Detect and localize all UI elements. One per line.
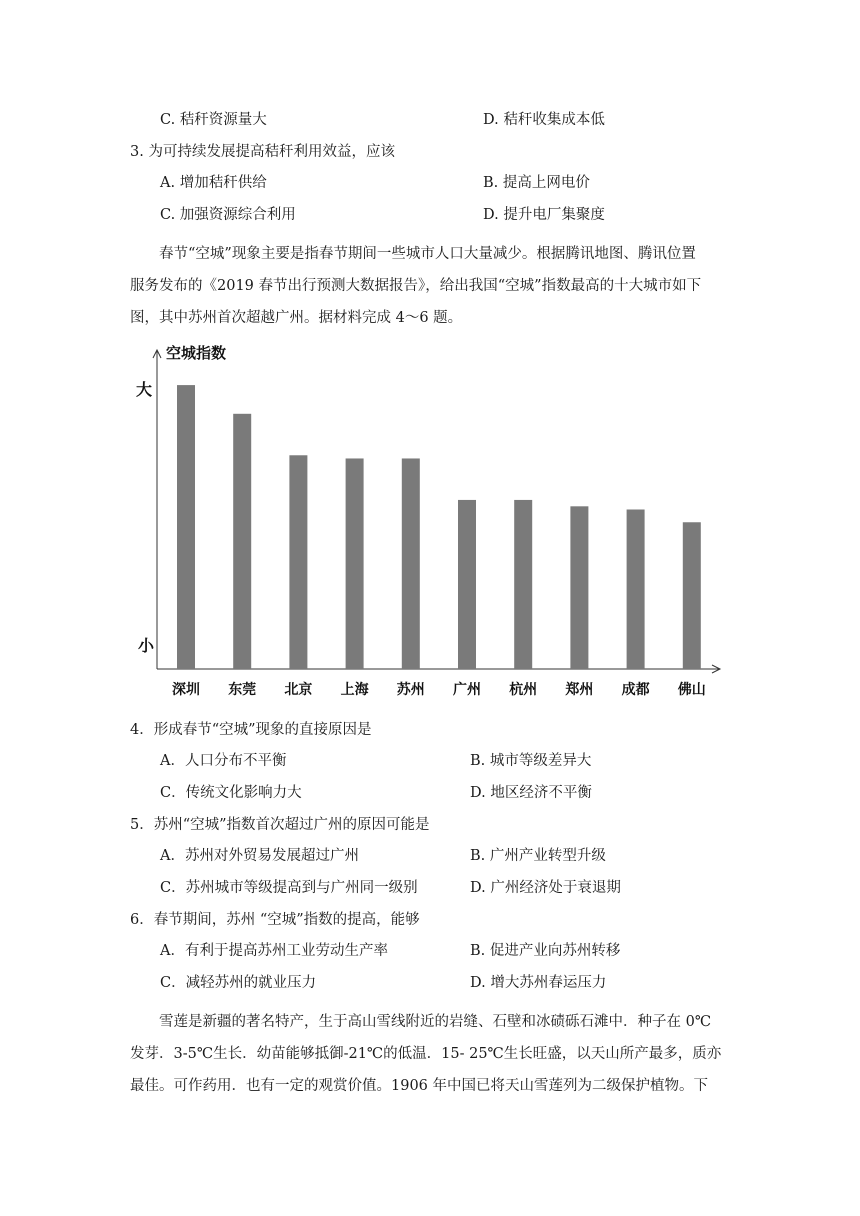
category-label-6: 广州	[453, 682, 481, 698]
q4-option-a: A．人口分布不平衡	[160, 753, 287, 769]
category-label-2: 东莞	[228, 682, 257, 698]
q3-option-a: A. 增加秸秆供给	[160, 175, 267, 191]
snow-lotus-line-3: 最佳。可作药用．也有一定的观赏价值。1906 年中国已将天山雪莲列为二级保护植物。下	[130, 1078, 709, 1094]
q5-option-c: C．苏州城市等级提高到与广州同一级别	[160, 880, 418, 896]
intro-line-1: 春节“空城”现象主要是指春节期间一些城市人口大量减少。根据腾讯地图、腾讯位置	[159, 246, 696, 262]
snow-lotus-line-1: 雪莲是新疆的著名特产，生于高山雪线附近的岩缝、石壁和冰碛砾石滩中．种子在 0℃	[159, 1014, 712, 1030]
q4-option-c: C．传统文化影响力大	[160, 785, 302, 801]
q3-option-c: C. 加强资源综合利用	[160, 207, 296, 223]
bar-3	[289, 455, 307, 669]
intro-line-2: 服务发布的《2019 春节出行预测大数据报告》，给出我国“空城”指数最高的十大城市如下	[130, 278, 702, 294]
category-label-4: 上海	[340, 682, 369, 698]
q4-stem: 4．形成春节“空城”现象的直接原因是	[130, 722, 372, 738]
category-label-3: 北京	[284, 682, 313, 698]
q6-option-d: D. 增大苏州春运压力	[470, 975, 607, 991]
category-label-10: 佛山	[677, 682, 706, 698]
q2-option-c: C. 秸秆资源量大	[160, 112, 267, 128]
intro-empty-city-paragraph	[130, 238, 730, 334]
category-label-1: 深圳	[172, 682, 200, 698]
bar-10	[683, 522, 701, 669]
category-label-7: 杭州	[509, 682, 538, 698]
q4-option-d: D. 地区经济不平衡	[470, 785, 592, 801]
q6-option-a: A．有利于提高苏州工业劳动生产率	[160, 943, 388, 959]
bar-9	[627, 510, 645, 670]
bar-2	[233, 414, 251, 669]
bar-8	[570, 506, 588, 669]
category-label-8: 郑州	[565, 682, 594, 698]
q2-option-d: D. 秸秆收集成本低	[483, 112, 605, 128]
intro-snow-lotus-paragraph	[130, 1006, 730, 1102]
q3-stem: 3. 为可持续发展提高秸秆利用效益，应该	[130, 144, 395, 160]
intro-line-3: 图，其中苏州首次超越广州。据材料完成 4～6 题。	[130, 310, 463, 326]
chart-bars	[177, 385, 701, 669]
q6-option-c: C．减轻苏州的就业压力	[160, 975, 317, 991]
q3-option-d: D. 提升电厂集聚度	[483, 207, 605, 223]
category-label-9: 成都	[621, 682, 650, 698]
bar-7	[514, 500, 532, 669]
bar-6	[458, 500, 476, 669]
q5-option-a: A．苏州对外贸易发展超过广州	[160, 848, 359, 864]
q4-option-b: B. 城市等级差异大	[470, 753, 592, 769]
category-label-5: 苏州	[396, 682, 425, 698]
q5-stem: 5．苏州“空城”指数首次超过广州的原因可能是	[130, 817, 430, 833]
q6-stem: 6．春节期间，苏州 “空城”指数的提高，能够	[130, 912, 420, 928]
bar-5	[402, 458, 420, 669]
y-axis-top-label: 大	[136, 380, 153, 399]
snow-lotus-line-2: 发芽．3-5℃生长．幼苗能够抵御-21℃的低温．15- 25℃生长旺盛，以天山所产最多，质亦	[130, 1046, 722, 1062]
empty-city-index-chart	[130, 338, 730, 708]
q6-option-b: B. 促进产业向苏州转移	[470, 943, 621, 959]
bar-4	[346, 458, 364, 669]
bar-1	[177, 385, 195, 669]
q5-option-b: B. 广州产业转型升级	[470, 848, 606, 864]
q3-option-b: B. 提高上网电价	[483, 175, 590, 191]
y-axis-bottom-label: 小	[138, 636, 155, 655]
chart-labels	[136, 344, 706, 698]
q5-option-d: D. 广州经济处于衰退期	[470, 880, 621, 896]
chart-title: 空城指数	[166, 344, 227, 362]
